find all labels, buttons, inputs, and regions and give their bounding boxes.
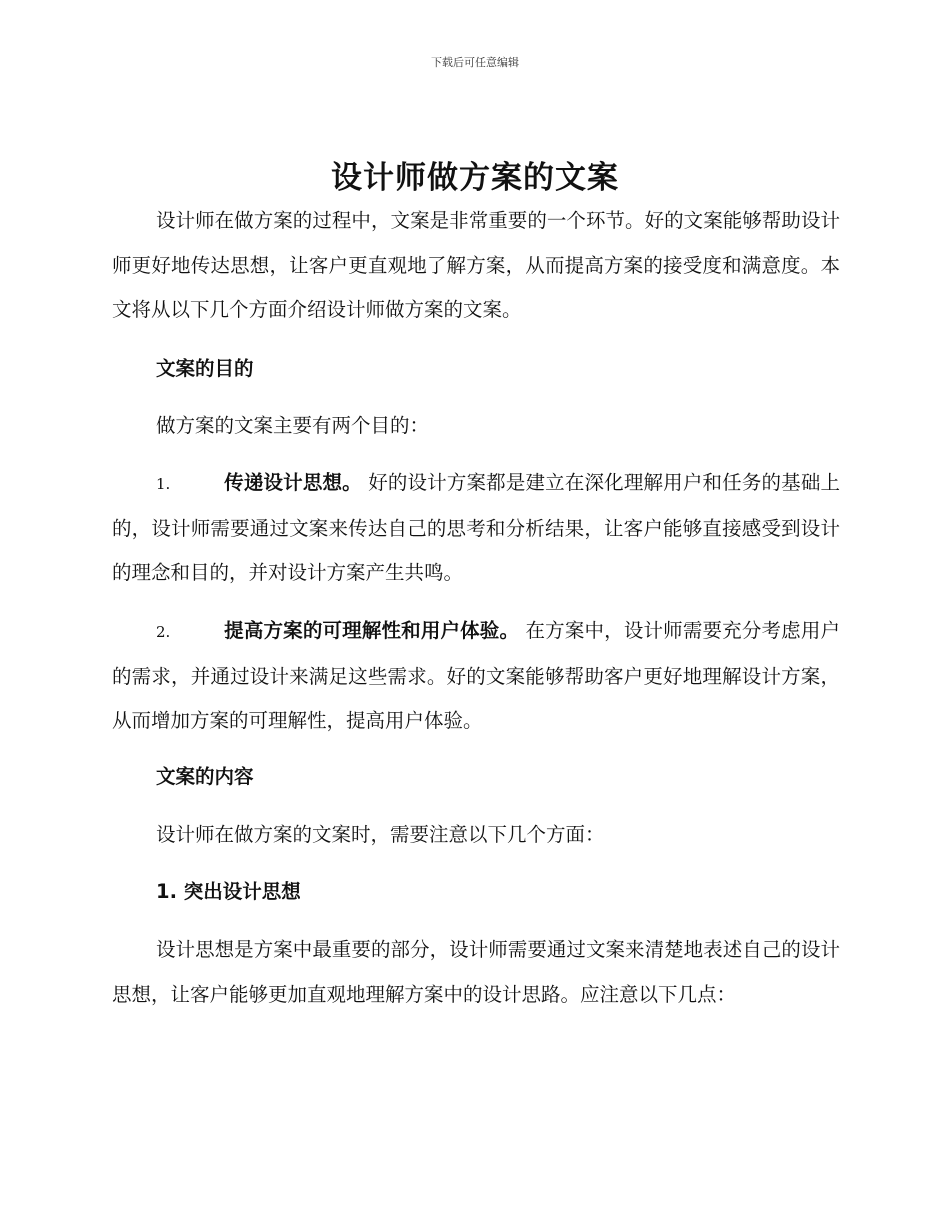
intro-paragraph: 设计师在做方案的过程中，文案是非常重要的一个环节。好的文案能够帮助设计师更好地传达思想，让客户更直观地了解方案，从而提高方案的接受度和满意度。本文将从以下几个方面介绍设计师做方案的文案。 [112,209,840,322]
list-item-lead: 传递设计思想。 [224,471,362,494]
list-item-number: 2. [156,623,171,641]
list-item-number: 1. [156,475,171,493]
list-item-lead: 提高方案的可理解性和用户体验。 [224,619,520,642]
list-item-text: 在方案中，设计师需要充分考虑用户的需求，并通过设计来满足这些需求。好的文案能够帮助客户更好地理解设计方案，从而增加方案的可理解性，提高用户体验。 [112,619,840,733]
section2-lead-paragraph: 设计师在做方案的文案时，需要注意以下几个方面： [156,823,605,846]
section1-heading: 文案的目的 [156,357,254,380]
section1-lead-paragraph: 做方案的文案主要有两个目的： [156,414,430,437]
header-note: 下载后可任意编辑 [431,56,519,69]
list-item [112,609,840,744]
section2-subheading: 1. 突出设计思想 [156,880,301,903]
list-item-text: 好的设计方案都是建立在深化理解用户和任务的基础上的，设计师需要通过文案来传达自己的思考和分析结果，让客户能够直接感受到设计的理念和目的，并对设计方案产生共鸣。 [112,471,840,585]
list-item [112,461,840,596]
section2-paragraph: 设计思想是方案中最重要的部分，设计师需要通过文案来清楚地表述自己的设计思想，让客户能够更加直观地理解方案中的设计思路。应注意以下几点： [112,938,840,1006]
section2-heading: 文案的内容 [156,765,254,788]
document-title: 设计师做方案的文案 [331,160,619,196]
